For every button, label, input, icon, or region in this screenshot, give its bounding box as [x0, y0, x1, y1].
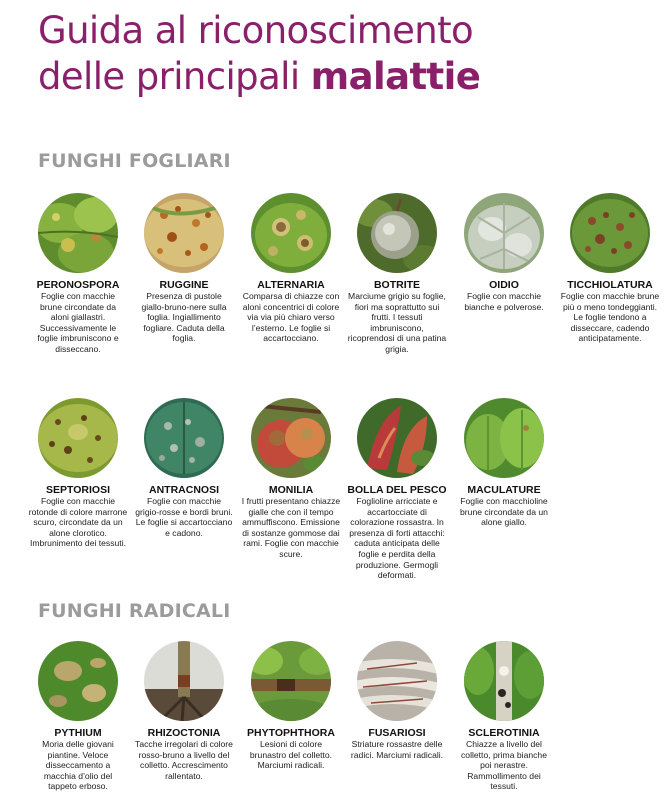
disease-septoriosi	[25, 398, 131, 549]
septoriosi-photo	[38, 398, 118, 478]
title-line-1: Guida al riconoscimento	[38, 9, 474, 52]
disease-phytophthora	[238, 641, 344, 771]
disease-name: MACULATURE	[467, 484, 541, 496]
title-line-2	[38, 54, 480, 100]
disease-botrite	[344, 193, 450, 355]
disease-pythium	[25, 641, 131, 792]
peronospora-photo	[38, 193, 118, 273]
title-bold: malattie	[310, 55, 481, 98]
disease-description: Foglie con macchie grigio-rosse e bordi bruni. Le foglie si accartocciano e cadono.	[135, 496, 233, 538]
bolla-del-pesco-photo	[357, 398, 437, 478]
disease-description: Comparsa di chiazze con aloni concentrici di colore via via più chiaro verso l’esterno. Le foglie si accartocciano.	[242, 291, 340, 344]
disease-description: Foglie con macchie rotonde di colore marrone scuro, circondate da un alone clorotico. Imbrunimento dei tessuti.	[28, 496, 128, 549]
disease-fusariosi	[344, 641, 450, 760]
ticchiolatura-photo	[570, 193, 650, 273]
disease-peronospora	[25, 193, 131, 355]
disease-description: Striature rossastre delle radici. Marciumi radicali.	[350, 739, 444, 760]
botrite-photo	[357, 193, 437, 273]
disease-name: BOLLA DEL PESCO	[347, 484, 447, 496]
disease-name: MONILIA	[268, 484, 314, 496]
disease-name: TICCHIOLATURA	[567, 279, 653, 291]
disease-description: Foglie con macchioline brune circondate da un alone giallo.	[460, 496, 548, 528]
disease-rhizoctonia	[131, 641, 237, 781]
monilia-photo	[251, 398, 331, 478]
disease-description: Presenza di pustole giallo-bruno-nere sulla foglia. Ingiallimento fogliare. Caduta della foglia.	[141, 291, 227, 344]
disease-ruggine	[131, 193, 237, 344]
disease-name: PYTHIUM	[54, 727, 102, 739]
disease-antracnosi	[131, 398, 237, 538]
disease-name: PHYTOPHTHORA	[247, 727, 335, 739]
maculature-photo	[464, 398, 544, 478]
disease-name: RHIZOCTONIA	[147, 727, 221, 739]
section-funghi-fogliari: FUNGHI FOGLIARI	[38, 150, 231, 172]
title-regular: delle principali	[38, 55, 311, 98]
disease-ticchiolatura	[557, 193, 663, 344]
antracnosi-photo	[144, 398, 224, 478]
disease-name: BOTRITE	[373, 279, 421, 291]
disease-description: Moria delle giovani piantine. Veloce disseccamento a macchia d’olio del tappeto erboso.	[42, 739, 114, 792]
alternaria-photo	[251, 193, 331, 273]
disease-name: RUGGINE	[159, 279, 209, 291]
disease-monilia	[238, 398, 344, 560]
disease-name: SEPTORIOSI	[46, 484, 110, 496]
disease-description: Lesioni di colore brunastro del colletto. Marciumi radicali.	[249, 739, 333, 771]
phytophthora-photo	[251, 641, 331, 721]
disease-description: I frutti presentano chiazze gialle che con il tempo ammuffiscono. Emissione di sostanze gommose dai rami. Foglie con macchie scure.	[241, 496, 341, 559]
disease-sclerotinia	[451, 641, 557, 792]
ruggine-photo	[144, 193, 224, 273]
disease-name: ALTERNARIA	[257, 279, 325, 291]
sclerotinia-photo	[464, 641, 544, 721]
disease-name: OIDIO	[489, 279, 519, 291]
disease-description: Chiazze a livello del colletto, prima bianche poi nerastre. Rammollimento dei tessuti.	[461, 739, 547, 792]
disease-description: Tacche irregolari di colore rosso-bruno a livello del colletto. Accrescimento rallentato.	[135, 739, 233, 781]
disease-description: Foglioline arricciate e accartocciate di colorazione rossastra. In presenza di forti attacchi: caduta anticipata delle foglie e perdita della produzione. Germogli deformati.	[349, 496, 445, 581]
disease-oidio	[451, 193, 557, 312]
page-title	[38, 8, 480, 100]
fusariosi-photo	[357, 641, 437, 721]
section-funghi-radicali: FUNGHI RADICALI	[38, 600, 231, 622]
pythium-photo	[38, 641, 118, 721]
disease-alternaria	[238, 193, 344, 344]
disease-description: Marciume grigio su foglie, fiori ma soprattutto sui frutti. I tessuti imbruniscono, ricoprendosi di una patina grigia.	[347, 291, 447, 354]
disease-name: FUSARIOSI	[368, 727, 426, 739]
disease-description: Foglie con macchie brune più o meno tondeggianti. Le foglie tendono a disseccare, cadendo anticipatamente.	[560, 291, 660, 344]
rhizoctonia-photo	[144, 641, 224, 721]
oidio-photo	[464, 193, 544, 273]
disease-name: ANTRACNOSI	[149, 484, 219, 496]
disease-bolla-del-pesco	[344, 398, 450, 581]
disease-description: Foglie con macchie bianche e polverose.	[464, 291, 544, 312]
disease-name: SCLEROTINIA	[468, 727, 540, 739]
disease-description: Foglie con macchie brune circondate da aloni giallastri. Successivamente le foglie imbruniscono e disseccano.	[37, 291, 119, 354]
disease-name: PERONOSPORA	[36, 279, 120, 291]
disease-maculature	[451, 398, 557, 528]
